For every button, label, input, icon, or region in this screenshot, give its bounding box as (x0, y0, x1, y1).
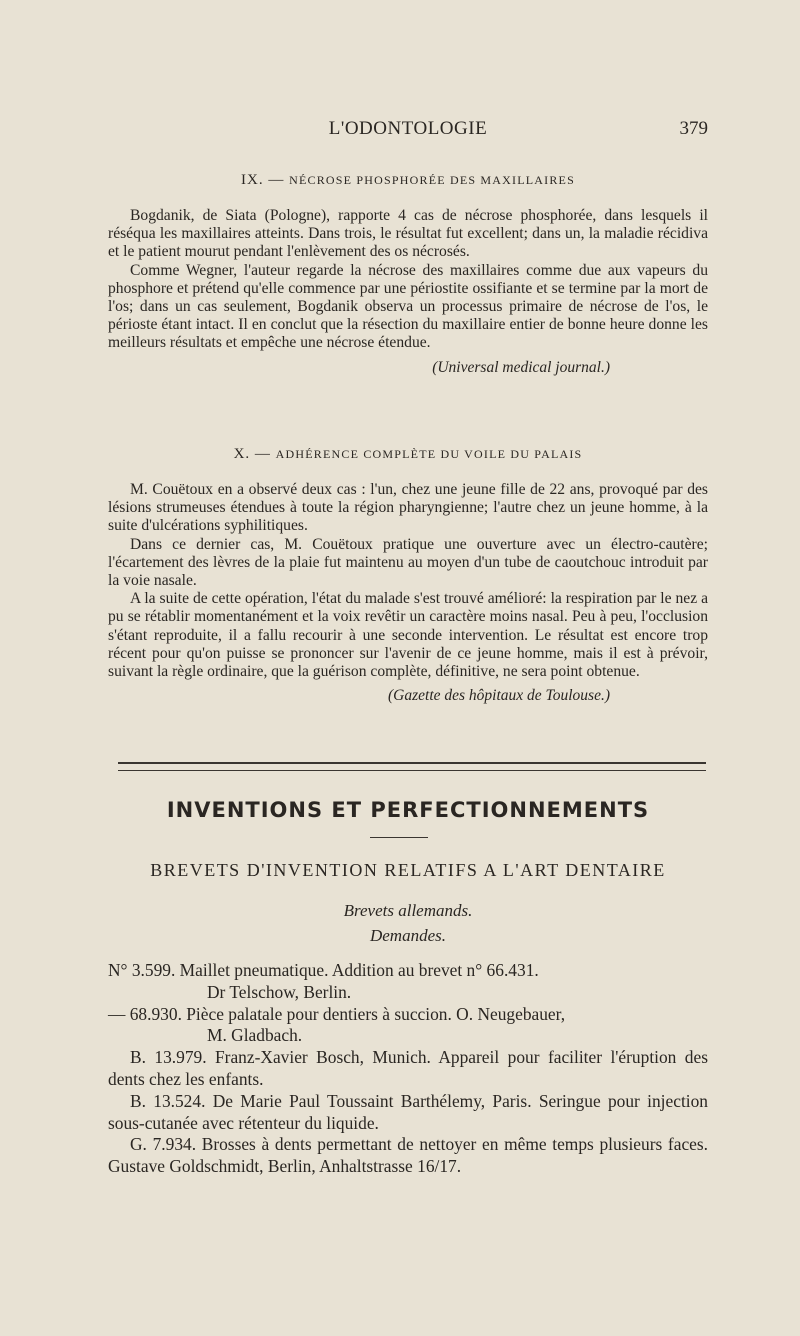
inventions-section (108, 798, 708, 822)
journal-title: L'ODONTOLOGIE (328, 118, 488, 139)
patent-entry: G. 7.934. Brosses à dents permettant de nettoyer en même temps plusieurs faces. Gustave Goldschmidt, Berlin, Anhaltstrasse 16/17. (108, 1134, 708, 1177)
patents-subtitle: BREVETS D'INVENTION RELATIFS A L'ART DENTAIRE (150, 860, 666, 880)
patent-entry: B. 13.979. Franz-Xavier Bosch, Munich. Appareil pour faciliter l'éruption des dents chez les enfants. (108, 1047, 708, 1089)
running-header (108, 118, 708, 142)
patent-entry-line: M. Gladbach. (207, 1025, 303, 1046)
section-x-title: ADHÉRENCE COMPLÈTE DU VOILE DU PALAIS (275, 447, 583, 461)
patent-entry-line: — 68.930. Pièce palatale pour dentiers à succion. O. Neugebauer, (108, 1003, 566, 1024)
section-x-number: X. — (233, 446, 276, 462)
patent-entry-line: N° 3.599. Maillet pneumatique. Addition au brevet n° 66.431. (108, 960, 539, 980)
double-rule-divider (118, 762, 706, 771)
patents-block (108, 860, 708, 1178)
patent-entry (108, 960, 708, 1004)
section-x-source: (Gazette des hôpitaux de Toulouse.) (388, 687, 610, 705)
patent-entry-line: Dr Telschow, Berlin. (207, 981, 352, 1002)
short-rule-divider (370, 837, 428, 838)
inventions-title: INVENTIONS ET PERFECTIONNEMENTS (166, 798, 650, 822)
section-ix-paragraph-2: Comme Wegner, l'auteur regarde la nécrose des maxillaires comme due aux vapeurs du phosphore et prétend qu'elle commence par une périostite ossifiante et se termine par la mort de l'os; dans un cas seulement, Bogdanik observa un processus primaire de nécrose de l'os, le périoste étant intact. Il en conclut que la résection du maxillaire entier de bonne heure donne les meilleurs résultats et empêche une nécrose étendue. (108, 261, 708, 352)
patents-subgroup-heading: Demandes. (369, 926, 446, 945)
patent-entry: B. 13.524. De Marie Paul Toussaint Barthélemy, Paris. Seringue pour injection sous-cutanée avec rétenteur du liquide. (108, 1090, 708, 1133)
page-number: 379 (679, 118, 708, 139)
section-ix-title: NÉCROSE PHOSPHORÉE DES MAXILLAIRES (289, 173, 575, 187)
patents-group-heading: Brevets allemands. (343, 901, 473, 920)
section-ix-number: IX. — (241, 172, 290, 188)
section-x-paragraph-1: M. Couëtoux en a observé deux cas : l'un, chez une jeune fille de 22 ans, provoqué par des lésions strumeuses étendues à toute la région pharyngienne; l'autre chez un jeune homme, à la suite d'ulcérations syphilitiques. (108, 481, 708, 535)
section-ix-heading (108, 172, 708, 189)
section-ix (108, 172, 708, 377)
section-x-paragraph-3: A la suite de cette opération, l'état du malade s'est trouvé amélioré: la respiration par le nez a pu se rétablir momentanément et la voix revêtir un caractère moins nasal. Peu à peu, l'occlusion s'étant reproduite, il a fallu recourir à une seconde intervention. Le résultat est encore trop récent pour qu'on puisse se prononcer sur l'avenir de ce jeune homme, mais il est à prévoir, suivant la règle ordinaire, que la guérison complète, définitive, ne sera point obtenue. (108, 590, 708, 681)
section-ix-source: (Universal medical journal.) (432, 358, 610, 376)
section-x-paragraph-2: Dans ce dernier cas, M. Couëtoux pratique une ouverture avec un électro-cautère; l'écartement des lèvres de la plaie fut maintenu au moyen d'un tube de caoutchouc introduit par la voie nasale. (108, 535, 708, 590)
section-x (108, 446, 708, 705)
patent-entry (108, 1004, 708, 1048)
section-ix-paragraph-1: Bogdanik, de Siata (Pologne), rapporte 4 cas de nécrose phosphorée, dans lesquels il réséqua les maxillaires atteints. Dans trois, le résultat fut excellent; dans un, la maladie récidiva et le patient mourut pendant l'enlèvement des os nécrosés. (108, 207, 708, 261)
section-x-heading (108, 446, 708, 463)
